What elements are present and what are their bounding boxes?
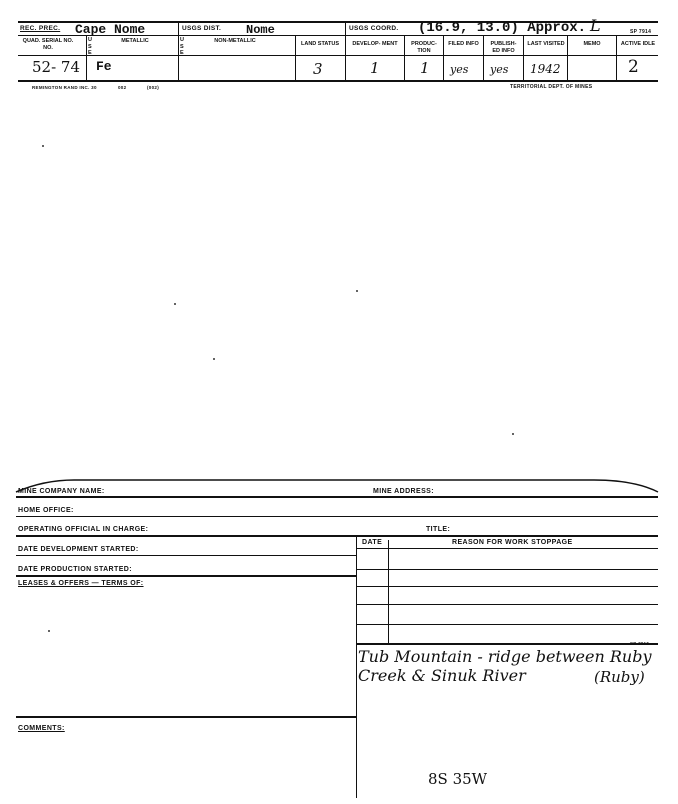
divider	[388, 540, 389, 644]
date-column-label: DATE	[362, 539, 383, 546]
col-published-info: PUBLISH- ED INFO	[490, 41, 517, 54]
rule	[356, 586, 658, 587]
value-development: 1	[370, 59, 380, 77]
rec-prec-value: Cape Nome	[75, 22, 146, 37]
col-land-status: LAND STATUS	[301, 41, 339, 47]
date-development-label: DATE DEVELOPMENT STARTED:	[18, 546, 139, 553]
rule	[356, 604, 658, 605]
date-production-label: DATE PRODUCTION STARTED:	[18, 566, 132, 573]
scan-speck	[213, 358, 215, 360]
value-production: 1	[420, 59, 430, 77]
col-nonmetallic: NON-METALLIC	[214, 38, 256, 44]
divider	[345, 21, 346, 80]
comments-label: COMMENTS:	[18, 725, 65, 732]
header-columns-rule	[18, 55, 658, 56]
divider	[404, 35, 405, 80]
col-development: DEVELOP- MENT	[352, 41, 398, 47]
scan-speck	[512, 433, 514, 435]
col-quad-serial: QUAD. SERIAL NO. NO.	[22, 38, 74, 51]
divider	[523, 35, 524, 80]
usgs-dist-label: USGS DIST.	[182, 25, 222, 32]
leases-label: LEASES & OFFERS — TERMS OF:	[18, 580, 144, 587]
printer-code: (002)	[147, 85, 160, 90]
rule	[16, 555, 356, 556]
rule	[356, 643, 658, 645]
divider	[86, 35, 87, 80]
home-office-label: HOME OFFICE:	[18, 507, 74, 514]
title-label: TITLE:	[426, 526, 451, 533]
usgs-dist-value: Nome	[246, 23, 275, 37]
col-last-visited: LAST VISITED	[527, 41, 565, 47]
divider	[295, 35, 296, 80]
handwritten-mark: L	[590, 16, 601, 35]
rule	[16, 516, 658, 517]
rec-prec-label: REC. PREC.	[20, 25, 61, 32]
value-active-idle: 2	[628, 57, 639, 77]
reason-column-label: REASON FOR WORK STOPPAGE	[452, 539, 573, 546]
rule	[16, 535, 658, 537]
form-number-lower: SP 7915	[630, 641, 650, 646]
usgs-coord-label: USGS COORD.	[349, 25, 399, 32]
territorial-label: TERRITORIAL DEPT. OF MINES	[510, 84, 593, 90]
col-active-idle: ACTIVE IDLE	[620, 41, 656, 47]
divider	[443, 35, 444, 80]
divider	[356, 536, 357, 798]
mine-company-name-label: MINE COMPANY NAME:	[18, 488, 105, 495]
card-top-curve	[14, 474, 660, 496]
col-memo: MEMO	[583, 41, 601, 47]
col-production: PRODUC- TION	[411, 41, 437, 54]
scan-speck	[356, 290, 358, 292]
operating-official-label: OPERATING OFFICIAL IN CHARGE:	[18, 526, 149, 533]
rule	[16, 575, 356, 577]
usgs-coord-value: (16.9, 13.0) Approx.	[418, 20, 587, 36]
bottom-note: 8S 35W	[428, 770, 488, 788]
value-metallic: Fe	[96, 59, 112, 74]
value-last-visited: 1942	[530, 62, 561, 76]
scan-speck	[174, 303, 176, 305]
header-bottom-rule	[18, 80, 658, 82]
mine-address-label: MINE ADDRESS:	[373, 488, 434, 495]
col-use-metallic: U S E	[88, 37, 92, 56]
divider	[567, 35, 568, 80]
rule	[16, 496, 658, 498]
divider	[178, 21, 179, 80]
value-land-status: 3	[313, 60, 323, 78]
divider	[616, 35, 617, 80]
value-quad-serial: 52- 74	[32, 58, 81, 76]
rule	[356, 569, 658, 570]
col-filed-info: FILED INFO	[448, 41, 479, 47]
rule	[356, 548, 658, 549]
location-note: (Ruby)	[594, 668, 645, 686]
location-line-2: Creek & Sinuk River	[358, 666, 526, 685]
value-filed-info: yes	[450, 63, 469, 76]
scan-speck	[42, 145, 44, 147]
printer-text: REMINGTON RAND INC. 30	[32, 85, 97, 90]
location-line-1: Tub Mountain - ridge between Ruby	[358, 647, 652, 666]
divider	[483, 35, 484, 80]
col-metallic: METALLIC	[121, 38, 149, 44]
rule	[356, 624, 658, 625]
col-use-nonmetallic: U S E	[180, 37, 184, 56]
value-published-info: yes	[490, 63, 509, 76]
printer-code: 002	[118, 85, 127, 90]
form-number: SP 7914	[630, 29, 652, 35]
rule	[16, 716, 356, 718]
scan-speck	[48, 630, 50, 632]
